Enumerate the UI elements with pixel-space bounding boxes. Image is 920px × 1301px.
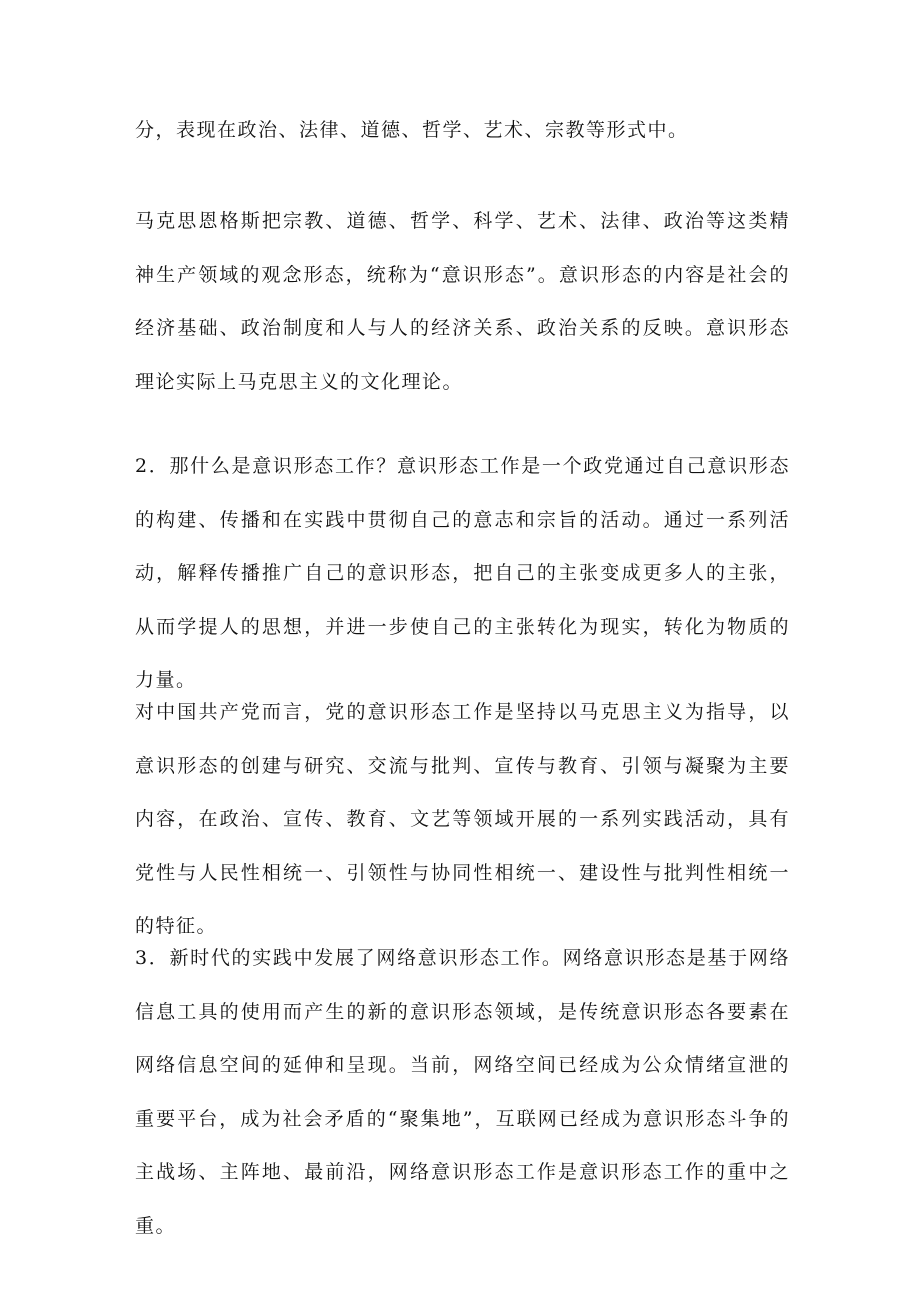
paragraph-ideological-work: 2．那什么是意识形态工作？意识形态工作是一个政党通过自己意识形态的构建、传播和在实践中贯彻自己的意志和宗旨的活动。通过一系列活动，解释传播推广自己的意识形态，把自己的主张变成更多人的主张，从而学提人的思想，并进一步使自己的主张转化为现实，转化为物质的力量。 (135, 455, 790, 691)
paragraph-marx-engels-definition: 马克思恩格斯把宗教、道德、哲学、科学、艺术、法律、政治等这类精神生产领域的观念形态，统称为“意识形态”。意识形态的内容是社会的经济基础、政治制度和人与人的经济关系、政治关系的反映。意识形态理论实际上马克思主义的文化理论。 (135, 210, 790, 393)
paragraph-ideology-forms: 分，表现在政治、法律、道德、哲学、艺术、宗教等形式中。 (135, 119, 689, 141)
paragraph-network-ideology: 3．新时代的实践中发展了网络意识形态工作。网络意识形态是基于网络信息工具的使用而产生的新的意识形态领域，是传统意识形态各要素在网络信息空间的延伸和呈现。当前，网络空间已经成为公众情绪宣泄的重要平台，成为社会矛盾的“聚集地”，互联网已经成为意识形态斗争的主战场、主阵地、最前沿，网络意识形态工作是意识形态工作的重中之重。 (135, 947, 790, 1237)
paragraph-cpc-ideological-work: 对中国共产党而言，党的意识形态工作是坚持以马克思主义为指导，以意识形态的创建与研究、交流与批判、宣传与教育、引领与凝聚为主要内容，在政治、宣传、教育、文艺等领域开展的一系列实践活动，具有党性与人民性相统一、引领性与协同性相统一、建设性与批判性相统一的特征。 (135, 701, 790, 937)
